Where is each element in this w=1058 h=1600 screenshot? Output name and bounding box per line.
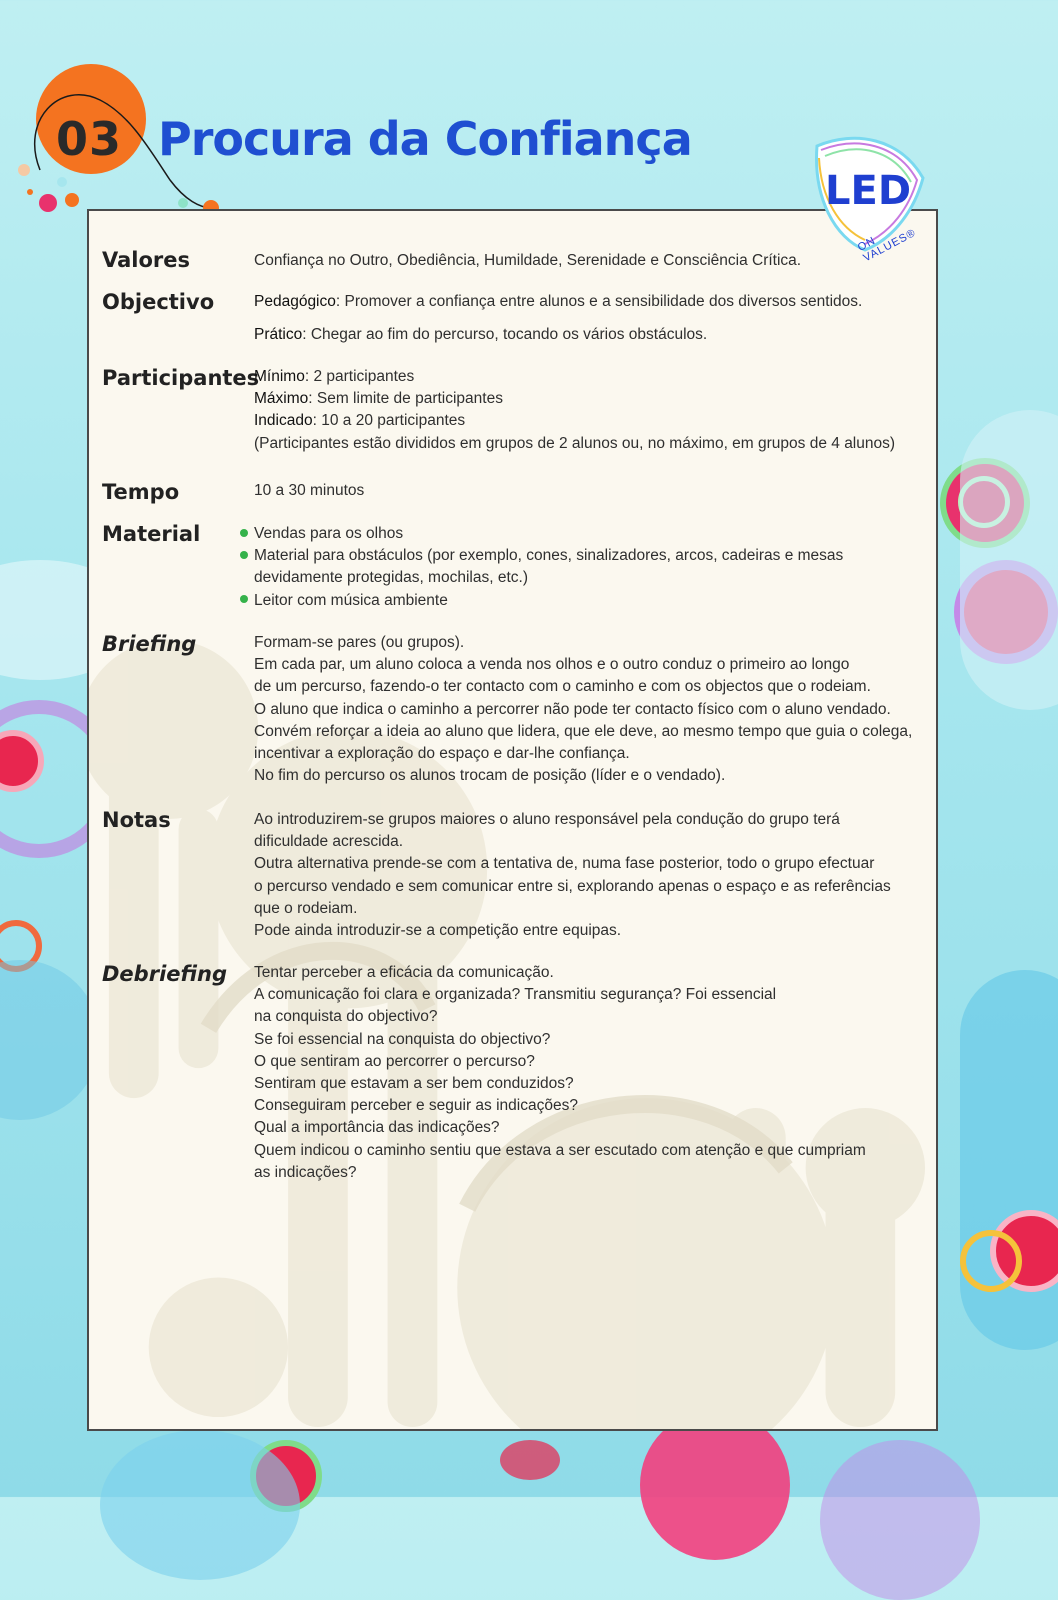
participantes-maximo [254,388,895,410]
text-line: No fim do percurso os alunos trocam de posição (líder e o vendado). [254,767,726,785]
participantes-minimo [254,366,895,388]
text-line: Ao introduzirem-se grupos maiores o aluno responsável pela condução do grupo terá [254,811,840,828]
indicado-text: : 10 a 20 participantes [312,412,466,430]
minimo-text: : 2 participantes [304,368,415,385]
text-line: Convém reforçar a ideia ao aluno que lidera, que ele deve, ao mesmo tempo que guia o colega, [254,722,913,740]
maximo-text: : Sem limite de participantes [308,390,503,408]
label-objectivo: Objectivo [102,290,215,314]
participantes-note: (Participantes estão divididos em grupos de 2 alunos ou, no máximo, em grupos de 4 alunos) [254,434,896,452]
list-item: Material para obstáculos (por exemplo, cones, sinalizadores, arcos, cadeiras e mesas [254,547,844,565]
participantes-block [254,366,895,455]
label-tempo: Tempo [102,480,180,504]
text-line: dificuldade acrescida. [254,833,404,851]
debriefing-text [254,962,866,1184]
text-line: que o rodeiam. [254,899,358,917]
text-line: Formam-se pares (ou grupos). [254,634,465,651]
text-line: Quem indicou o caminho sentiu que estava a ser escutado com atenção e que cumpriam [254,1141,866,1159]
bullet-icon [240,551,248,559]
text-line: Se foi essencial na conquista do objectivo? [254,1030,551,1048]
list-item: Vendas para os olhos [254,525,404,542]
objectivo-pedagogico [254,291,862,313]
label-notas: Notas [102,808,171,832]
logo-text: LED [825,168,912,214]
text-line: Tentar perceber a eficácia da comunicação. [254,964,554,981]
list-item: Leitor com música ambiente [254,591,448,609]
text-line: o percurso vendado e sem comunicar entre si, explorando apenas o espaço e as referências [254,877,891,895]
text-line: na conquista do objectivo? [254,1008,438,1026]
led-logo [805,128,933,265]
text-line: Conseguiram perceber e seguir as indicações? [254,1097,578,1115]
label-briefing: Briefing [102,632,197,656]
pedagogico-text: : Promover a confiança entre alunos e a sensibilidade dos diversos sentidos. [335,293,863,310]
objectivo-pratico [254,324,707,346]
pratico-text: : Chegar ao fim do percurso, tocando os vários obstáculos. [302,326,708,343]
page-title: Procura da Confiança [158,112,692,166]
text-line: de um percurso, fazendo-o ter contacto com o caminho e com os objectos que o rodeiam. [254,678,871,696]
maximo-key: Máximo [254,390,309,408]
tempo-text: 10 a 30 minutos [254,482,365,499]
text-line: incentivar a exploração do espaço e dar-lhe confiança. [254,745,630,763]
label-participantes: Participantes [102,366,260,390]
activity-number: 03 [56,112,123,166]
text-line: Sentiram que estavam a ser bem conduzidos? [254,1075,574,1093]
logo-subtext: ON VALUES® [855,226,919,265]
indicado-key: Indicado [254,412,313,430]
label-material: Material [102,522,201,546]
pedagogico-key: Pedagógico [254,293,336,310]
minimo-key: Mínimo [254,368,305,385]
text-line: A comunicação foi clara e organizada? Transmitiu segurança? Foi essencial [254,986,777,1004]
label-debriefing: Debriefing [102,962,228,986]
text-line: as indicações? [254,1163,357,1181]
material-list [254,523,843,612]
bullet-icon [240,529,248,537]
text-line: Em cada par, um aluno coloca a venda nos olhos e o outro conduz o primeiro ao longo [254,656,850,674]
text-line: O que sentiram ao percorrer o percurso? [254,1052,535,1070]
briefing-text [254,632,912,787]
participantes-indicado [254,410,895,432]
text-line: Qual a importância das indicações? [254,1119,500,1137]
label-valores: Valores [102,248,190,272]
list-item: devidamente protegidas, mochilas, etc.) [254,569,528,587]
notas-text [254,809,891,942]
valores-text: Confiança no Outro, Obediência, Humildade, Serenidade e Consciência Crítica. [254,252,802,269]
text-line: Outra alternativa prende-se com a tentativa de, numa fase posterior, todo o grupo efectuar [254,855,875,873]
bullet-icon [240,595,248,603]
text-line: Pode ainda introduzir-se a competição entre equipas. [254,922,622,940]
text-line: O aluno que indica o caminho a percorrer não pode ter contacto físico com o aluno vendado. [254,700,891,718]
pratico-key: Prático [254,326,303,343]
